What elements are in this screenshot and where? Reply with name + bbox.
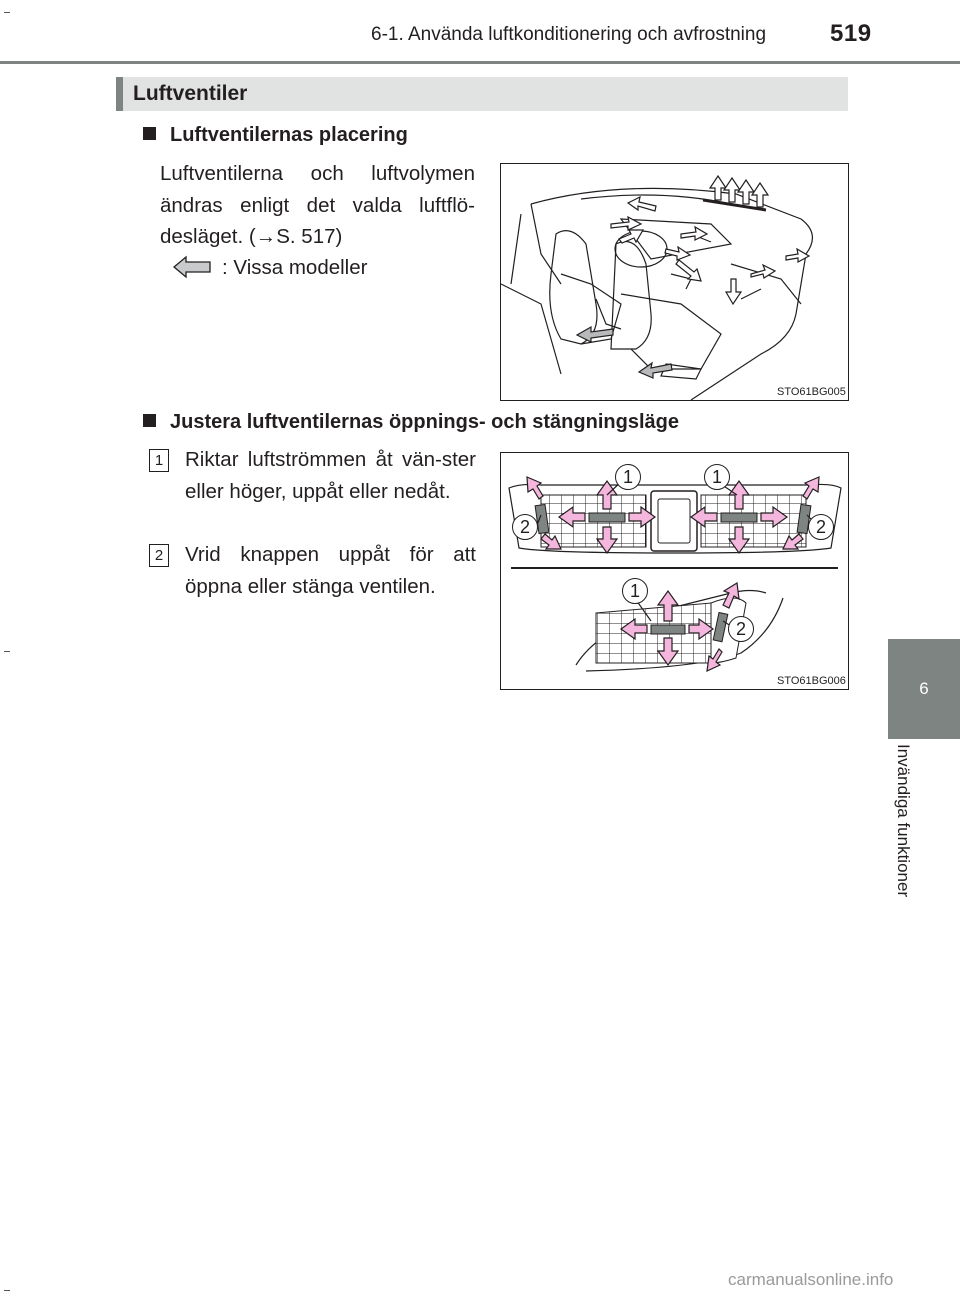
callout-label: 2 xyxy=(735,619,746,639)
watermark: carmanualsonline.info xyxy=(728,1270,894,1289)
callout-label: 2 xyxy=(519,517,530,537)
chapter-number: 6 xyxy=(919,679,929,698)
callout-1 xyxy=(615,464,641,490)
chapter-tab xyxy=(888,639,960,739)
adjust-heading-text: Justera luftventilernas öppnings- och stängningsläge xyxy=(170,411,679,433)
chapter-label-container xyxy=(893,744,923,984)
adjust-heading xyxy=(143,411,679,434)
vent-location-figure xyxy=(500,163,849,401)
crop-mark xyxy=(4,1290,10,1291)
page-number: 519 xyxy=(830,20,872,47)
section-accent xyxy=(116,77,123,111)
callout-label: 1 xyxy=(622,467,633,487)
callout-label: 2 xyxy=(815,517,826,537)
header-rule xyxy=(0,61,960,64)
square-bullet-icon xyxy=(143,127,156,140)
placement-paragraph: Luftventilerna och luftvolymen ändras enligt det valda luftflö-desläget. (→S. 517) xyxy=(160,162,475,248)
legend-text: : Vissa modeller xyxy=(222,256,368,279)
step-number-2: 2 xyxy=(149,544,169,567)
callout-2 xyxy=(728,616,754,642)
step-text-1: Riktar luftströmmen åt vän-ster eller höger, uppåt eller nedåt. xyxy=(185,448,476,503)
legend-arrow-icon xyxy=(172,255,212,284)
square-bullet-icon xyxy=(143,414,156,427)
callout-2 xyxy=(808,514,834,540)
running-header: 6-1. Använda luftkonditionering och avfrostning xyxy=(371,24,767,45)
crop-mark xyxy=(4,651,10,652)
crop-mark xyxy=(4,12,10,13)
callout-label: 1 xyxy=(629,581,640,601)
figure-code: STO61BG006 xyxy=(777,675,846,687)
callout-1 xyxy=(704,464,730,490)
step-number-1: 1 xyxy=(149,449,169,472)
callout-label: 1 xyxy=(711,467,722,487)
placement-heading-text: Luftventilernas placering xyxy=(170,124,408,146)
vent-adjust-figure xyxy=(500,452,849,690)
step-text-2: Vrid knappen uppåt för att öppna eller stänga ventilen. xyxy=(185,543,476,598)
chapter-label: Invändiga funktioner xyxy=(894,744,913,898)
figure-code: STO61BG005 xyxy=(777,386,846,398)
callout-2 xyxy=(512,514,538,540)
callout-1 xyxy=(622,578,648,604)
placement-heading xyxy=(143,124,408,147)
section-title: Luftventiler xyxy=(133,82,248,105)
section-title-bar xyxy=(116,77,848,111)
